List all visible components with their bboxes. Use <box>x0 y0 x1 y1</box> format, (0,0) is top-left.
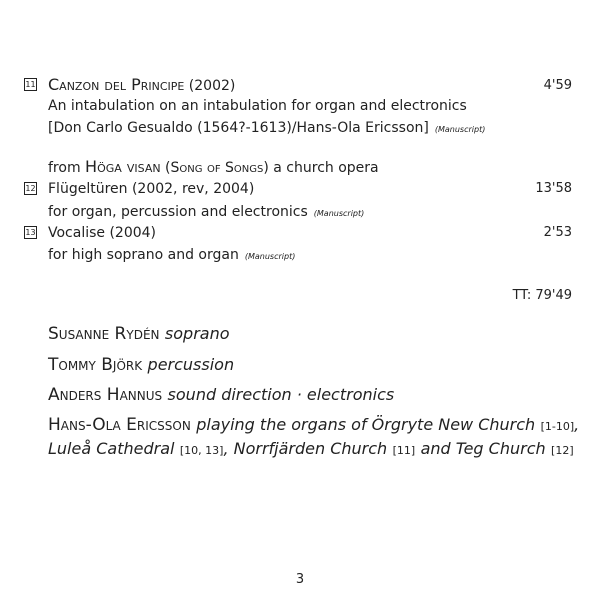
track-description-12 <box>48 203 364 223</box>
opera-heading <box>48 158 379 177</box>
opera-suffix: a church opera <box>273 160 379 176</box>
performer-name: Susanne Rydén <box>48 324 160 344</box>
track-reference: [10, 13] <box>179 444 224 457</box>
track-duration-12: 13'58 <box>535 181 572 196</box>
venue-teg: and Teg Church <box>420 439 546 458</box>
performer-role: playing the organs of Örgryte New Church <box>196 415 536 434</box>
performer-role: sound direction · electronics <box>167 385 395 404</box>
track-title-11 <box>48 76 235 95</box>
track-year: (2002) <box>188 78 236 94</box>
track-duration-13: 2'53 <box>543 225 572 240</box>
total-time: TT: 79'49 <box>512 288 572 303</box>
track-title-13: Vocalise (2004) <box>48 225 157 241</box>
track-reference: [1-10] <box>540 420 575 433</box>
venue-norrfjarden: , Norrfjärden Church <box>223 439 388 458</box>
track-reference: [11] <box>392 444 416 457</box>
performer-ericsson: Hans-Ola Ericsson playing the organs of Örgryte New Church [1-10], <box>48 415 580 435</box>
track-description-11: An intabulation on an intabulation for organ and electronics <box>48 98 467 114</box>
performer-rydén <box>48 323 230 345</box>
track-description-13 <box>48 246 295 266</box>
track-credit-11 <box>48 119 485 139</box>
opera-prefix: from <box>48 160 81 176</box>
performer-role: soprano <box>164 324 230 343</box>
track-reference: [12] <box>551 444 574 457</box>
opera-subtitle: (Song of Songs) <box>165 160 269 176</box>
manuscript-note: (Manuscript) <box>244 252 296 261</box>
manuscript-note: (Manuscript) <box>313 209 365 218</box>
track-title-12: Flügeltüren (2002, rev, 2004) <box>48 181 255 197</box>
performer-björk <box>48 354 234 376</box>
opera-title: Höga visan <box>85 157 161 176</box>
manuscript-note: (Manuscript) <box>434 125 486 134</box>
venue-lulea: Luleå Cathedral <box>48 439 175 458</box>
track-duration-11: 4'59 <box>543 78 572 93</box>
track-description-text: for high soprano and organ <box>48 247 239 263</box>
performer-hannus <box>48 384 394 406</box>
track-number-13: 13 <box>25 228 36 237</box>
track-description-text: for organ, percussion and electronics <box>48 204 308 220</box>
performer-name: Tommy Björk <box>48 355 143 375</box>
track-number-11: 11 <box>25 80 36 89</box>
performer-name: Hans-Ola Ericsson <box>48 415 191 435</box>
page-number: 3 <box>295 572 305 587</box>
performer-name: Anders Hannus <box>48 385 163 405</box>
track-number-12: 12 <box>25 184 36 193</box>
track-title-text: Canzon del Principe <box>48 75 185 94</box>
organ-venues <box>48 438 574 462</box>
track-credit-text: [Don Carlo Gesualdo (1564?-1613)/Hans-Ola Ericsson] <box>48 120 429 136</box>
performer-role: percussion <box>147 355 235 374</box>
